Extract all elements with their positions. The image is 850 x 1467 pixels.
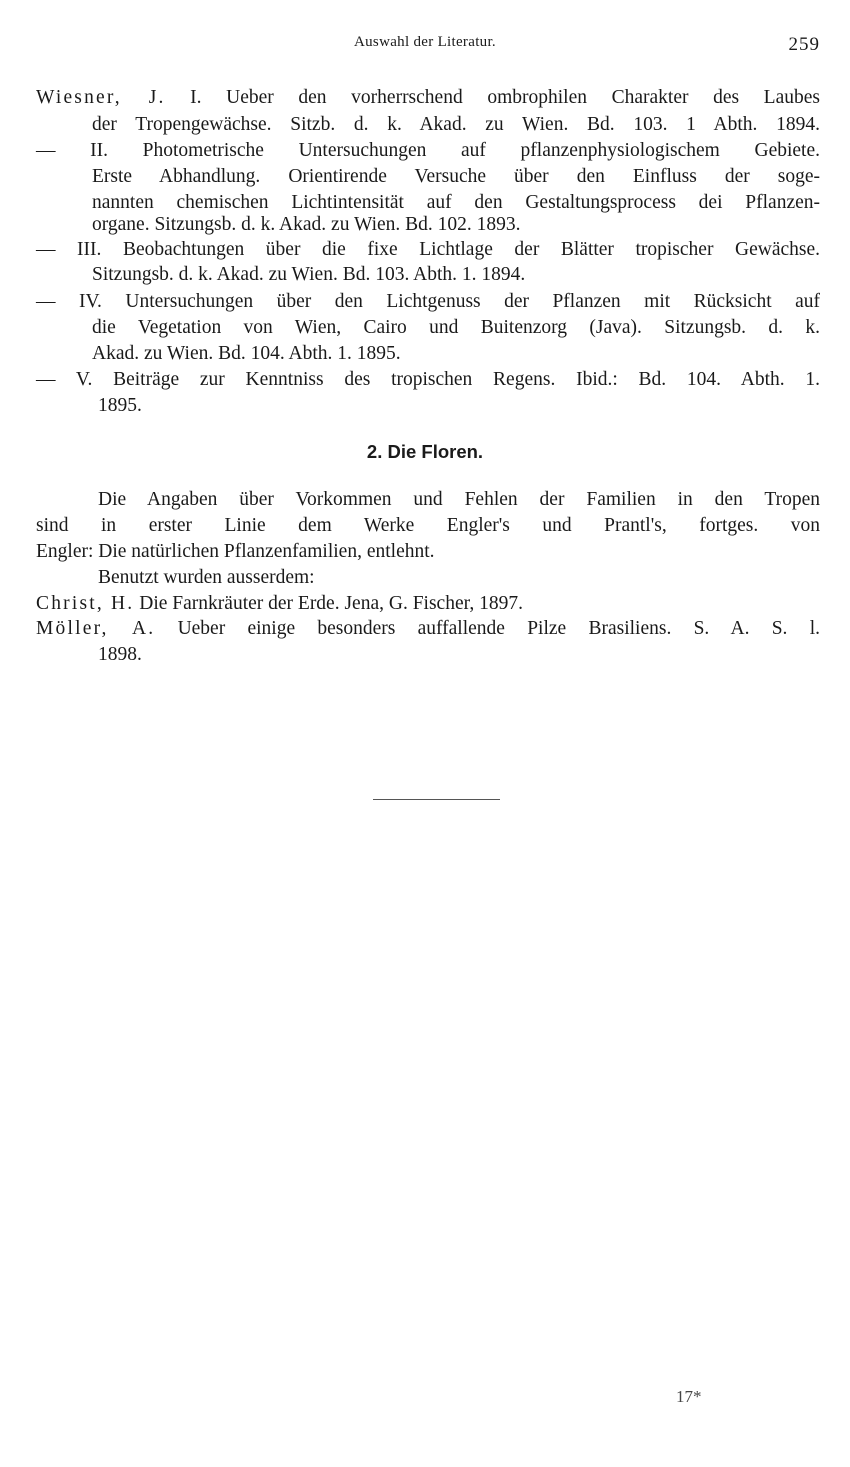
closing-rule <box>373 799 500 800</box>
author-name: Christ, H. <box>36 593 135 614</box>
reference-line: nannten chemischen Lichtintensität auf den Gestaltungsprocess dei Pflanzen- <box>92 192 820 213</box>
reference-line: Möller, A. Ueber einige besonders auffallende Pilze Brasiliens. S. A. S. l. <box>36 618 820 639</box>
paragraph-line: Engler: Die natürlichen Pflanzenfamilien, entlehnt. <box>36 541 435 562</box>
reference-line: organe. Sitzungsb. d. k. Akad. zu Wien. Bd. 102. 1893. <box>92 214 521 235</box>
reference-line: Christ, H. Die Farnkräuter der Erde. Jena, G. Fischer, 1897. <box>36 593 523 614</box>
author-name: Wiesner, J. <box>36 87 166 108</box>
reference-line: der Tropengewächse. Sitzb. d. k. Akad. zu Wien. Bd. 103. 1 Abth. 1894. <box>92 114 820 135</box>
paragraph-line: Die Angaben über Vorkommen und Fehlen der Familien in den Tropen <box>98 489 820 510</box>
also-used-note: Benutzt wurden ausserdem: <box>98 567 315 588</box>
reference-line: — II. Photometrische Untersuchungen auf pflanzenphysiologischem Gebiete. <box>36 140 820 161</box>
running-title: Auswahl der Literatur. <box>354 34 496 50</box>
section-title: 2. Die Floren. <box>366 441 484 462</box>
signature-mark: 17* <box>676 1387 702 1406</box>
reference-line: — III. Beobachtungen über die fixe Lichtlage der Blätter tropischer Gewächse. <box>36 239 820 260</box>
author-name: Möller, A. <box>36 618 156 639</box>
page-number: 259 <box>788 34 820 55</box>
reference-line: — V. Beiträge zur Kenntniss des tropischen Regens. Ibid.: Bd. 104. Abth. 1. <box>36 369 820 390</box>
paragraph-line: sind in erster Linie dem Werke Engler's und Prantl's, fortges. von <box>36 515 820 536</box>
reference-line: 1895. <box>98 395 142 416</box>
reference-line: Akad. zu Wien. Bd. 104. Abth. 1. 1895. <box>92 343 401 364</box>
reference-line: — IV. Untersuchungen über den Lichtgenuss der Pflanzen mit Rücksicht auf <box>36 291 820 312</box>
reference-line: Wiesner, J. I. Ueber den vorherrschend ombrophilen Charakter des Laubes <box>36 87 820 108</box>
reference-line: Erste Abhandlung. Orientirende Versuche über den Einfluss der soge- <box>92 166 820 187</box>
reference-line: Sitzungsb. d. k. Akad. zu Wien. Bd. 103. Abth. 1. 1894. <box>92 264 526 285</box>
reference-line: die Vegetation von Wien, Cairo und Buitenzorg (Java). Sitzungsb. d. k. <box>92 317 820 338</box>
reference-line: 1898. <box>98 644 142 665</box>
